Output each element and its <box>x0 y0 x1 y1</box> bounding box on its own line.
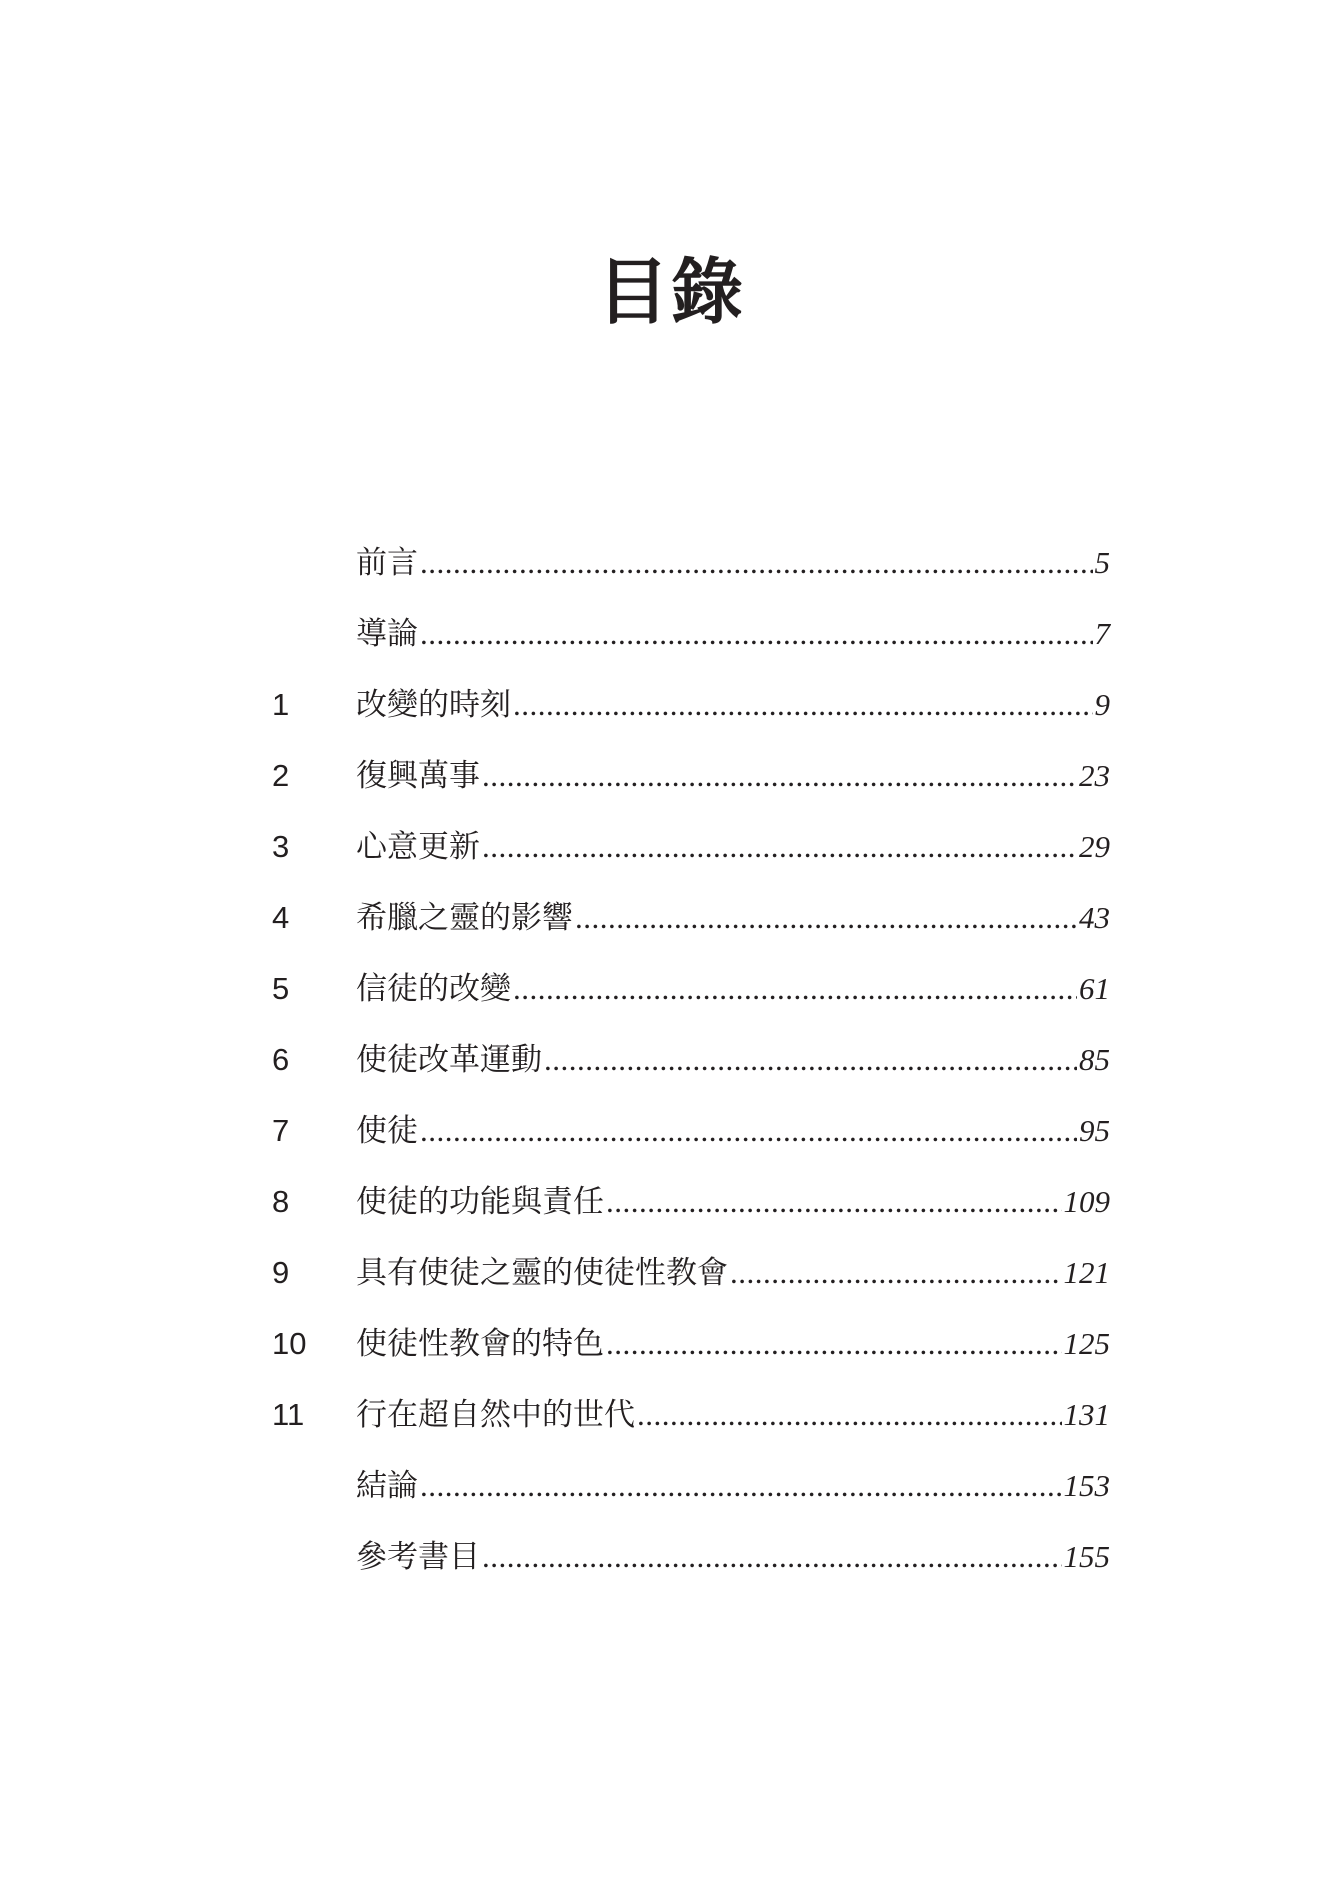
toc-entry-label: 使徒改革運動 <box>356 1042 542 1078</box>
toc-entry-label: 行在超自然中的世代 <box>356 1397 635 1433</box>
toc-entry-label: 改變的時刻 <box>356 687 511 723</box>
table-of-contents <box>272 537 1110 1602</box>
toc-entry-number: 4 <box>272 900 290 935</box>
dot-leader <box>544 1042 1077 1078</box>
toc-entry-page: 23 <box>1079 758 1110 793</box>
toc-entry-chapter-1 <box>272 679 1110 750</box>
toc-entry-page: 9 <box>1094 687 1110 722</box>
toc-entry-number: 9 <box>272 1255 290 1290</box>
dot-leader <box>420 1113 1077 1149</box>
toc-entry-page: 7 <box>1094 616 1110 651</box>
toc-entry-number: 1 <box>272 687 290 722</box>
dot-leader <box>606 1184 1062 1220</box>
toc-entry-page: 5 <box>1094 545 1110 580</box>
toc-entry-chapter-3 <box>272 821 1110 892</box>
toc-entry-number: 7 <box>272 1113 290 1148</box>
dot-leader <box>482 829 1077 865</box>
toc-entry-label: 信徒的改變 <box>356 971 511 1007</box>
toc-entry-label: 具有使徒之靈的使徒性教會 <box>356 1255 728 1291</box>
toc-entry-page: 85 <box>1079 1042 1110 1077</box>
page-title: 目錄 <box>596 250 745 334</box>
toc-entry-label: 使徒性教會的特色 <box>356 1326 604 1362</box>
dot-leader <box>420 1468 1062 1504</box>
toc-entry-number: 5 <box>272 971 290 1006</box>
toc-entry-page: 29 <box>1079 829 1110 864</box>
toc-entry-page: 121 <box>1063 1255 1110 1290</box>
toc-entry-label: 導論 <box>356 616 418 652</box>
toc-entry-page: 109 <box>1063 1184 1110 1219</box>
dot-leader <box>606 1326 1062 1362</box>
toc-entry-page: 43 <box>1079 900 1110 935</box>
toc-entry-page: 155 <box>1063 1539 1110 1574</box>
toc-entry-chapter-4 <box>272 892 1110 963</box>
toc-entry-chapter-2 <box>272 750 1110 821</box>
dot-leader <box>420 545 1093 581</box>
dot-leader <box>513 687 1093 723</box>
toc-entry-page: 95 <box>1079 1113 1110 1148</box>
toc-entry-chapter-11 <box>272 1389 1110 1460</box>
dot-leader <box>482 1539 1062 1575</box>
toc-entry-number: 10 <box>272 1326 307 1361</box>
toc-entry-label: 心意更新 <box>356 829 480 865</box>
toc-entry-chapter-6 <box>272 1034 1110 1105</box>
toc-entry-chapter-7 <box>272 1105 1110 1176</box>
toc-entry-conclusion <box>272 1460 1110 1531</box>
toc-entry-label: 前言 <box>356 545 418 581</box>
toc-entry-label: 希臘之靈的影響 <box>356 900 573 936</box>
toc-entry-label: 使徒的功能與責任 <box>356 1184 604 1220</box>
toc-entry-preface <box>272 537 1110 608</box>
toc-entry-bibliography <box>272 1531 1110 1602</box>
toc-entry-introduction <box>272 608 1110 679</box>
toc-entry-chapter-8 <box>272 1176 1110 1247</box>
dot-leader <box>513 971 1077 1007</box>
toc-entry-label: 結論 <box>356 1468 418 1504</box>
dot-leader <box>420 616 1093 652</box>
toc-entry-label: 使徒 <box>356 1113 418 1149</box>
toc-entry-label: 復興萬事 <box>356 758 480 794</box>
dot-leader <box>482 758 1077 794</box>
dot-leader <box>575 900 1077 936</box>
toc-entry-page: 61 <box>1079 971 1110 1006</box>
toc-entry-number: 2 <box>272 758 290 793</box>
dot-leader <box>730 1255 1062 1291</box>
toc-entry-chapter-10 <box>272 1318 1110 1389</box>
toc-entry-number: 3 <box>272 829 290 864</box>
toc-entry-chapter-5 <box>272 963 1110 1034</box>
dot-leader <box>637 1397 1062 1433</box>
toc-entry-number: 6 <box>272 1042 290 1077</box>
toc-entry-page: 131 <box>1063 1397 1110 1432</box>
toc-entry-number: 8 <box>272 1184 290 1219</box>
toc-entry-page: 125 <box>1063 1326 1110 1361</box>
toc-entry-number: 11 <box>272 1397 305 1432</box>
toc-entry-page: 153 <box>1063 1468 1110 1503</box>
toc-entry-chapter-9 <box>272 1247 1110 1318</box>
toc-entry-label: 參考書目 <box>356 1539 480 1575</box>
